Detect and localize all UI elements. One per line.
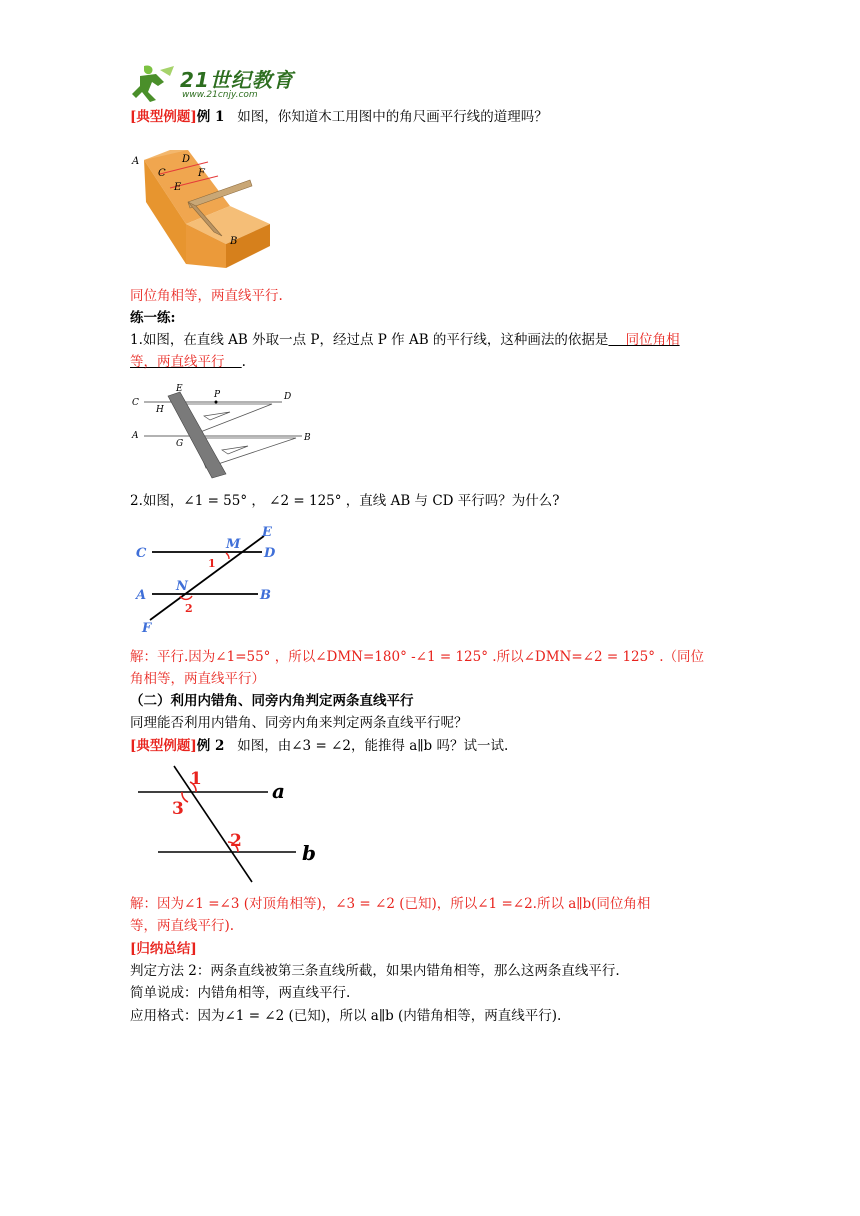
example2-tag: [典型例题]: [130, 738, 197, 754]
logo-runner-icon: [130, 62, 184, 106]
example1-tag: [典型例题]: [130, 109, 197, 125]
example1-answer: 同位角相等，两直线平行.: [130, 288, 283, 304]
logo: [130, 62, 300, 106]
fig-q2-angle-1: 1: [208, 557, 216, 570]
fig-e1-label-c: C: [158, 168, 166, 179]
practice-q2-answer-line2: 角相等，两直线平行）: [130, 671, 265, 687]
practice-q1-line1: [130, 331, 680, 349]
fig-ex2-angle-3: 3: [172, 799, 184, 819]
fig-q1-label-b: B: [304, 433, 311, 443]
practice-q1-text: 1.如图，在直线 AB 外取一点 P，经过点 P 作 AB 的平行线，这种画法的依据是: [130, 332, 609, 348]
fig-q1-label-e: E: [176, 384, 183, 394]
fig-ex2-angle-2: 2: [230, 831, 242, 851]
fig-e1-label-a: A: [132, 156, 140, 167]
parallel-lines-figure-q2: [130, 522, 290, 637]
example2-question-line: [130, 737, 508, 755]
fig-q2-label-n: N: [176, 579, 188, 594]
fig-q1-label-h: H: [156, 405, 164, 415]
example2-answer-line2: 等，两直线平行).: [130, 918, 235, 934]
example2-label: 例 2: [196, 738, 225, 754]
fig-e1-label-b: B: [230, 236, 238, 247]
practice-q1-blank-part1: 同位角相: [608, 332, 680, 348]
fig-q2-label-f: F: [142, 621, 152, 636]
fig-q2-label-d: D: [264, 546, 276, 561]
summary-line3: 应用格式：因为∠1 = ∠2 (已知)，所以 a∥b (内错角相等，两直线平行).: [130, 1008, 562, 1024]
fig-ex2-label-b: b: [302, 841, 316, 865]
section2-heading: （二）利用内错角、同旁内角判定两条直线平行: [130, 693, 414, 709]
example1-label: 例 1: [196, 109, 225, 125]
set-square-figure: [130, 382, 320, 482]
fig-q2-label-m: M: [226, 537, 241, 552]
practice-q2-answer-line1: 解：平行.因为∠1=55° ，所以∠DMN=180° -∠1 = 125° .所以∠DMN=∠2 = 125° .（同位: [130, 649, 705, 665]
practice-q1-blank-part2: 等，两直线平行: [130, 354, 242, 370]
fig-q1-label-a: A: [132, 431, 139, 441]
fig-e1-label-f: F: [198, 168, 205, 179]
fig-q1-label-c: C: [132, 398, 139, 408]
example1-question-line: [130, 108, 548, 126]
practice-heading: 练一练:: [130, 310, 176, 326]
fig-q1-label-p: P: [214, 390, 221, 400]
example1-question: 如图，你知道木工用图中的角尺画平行线的道理吗？: [237, 109, 548, 125]
fig-q1-label-d: D: [284, 392, 292, 402]
fig-q2-label-a: A: [136, 588, 147, 603]
example2-question: 如图，由∠3 = ∠2，能推得 a∥b 吗？试一试.: [237, 738, 509, 754]
fig-e1-label-e: E: [174, 182, 182, 193]
fig-ex2-label-a: a: [272, 779, 285, 803]
example2-answer-line1: 解：因为∠1 =∠3 (对顶角相等)，∠3 = ∠2 (已知)，所以∠1 =∠2.所以 a∥b(同位角相: [130, 896, 651, 912]
fig-q2-label-c: C: [136, 546, 147, 561]
summary-line1: 判定方法 2：两条直线被第三条直线所截，如果内错角相等，那么这两条直线平行.: [130, 963, 620, 979]
summary-tag: [归纳总结]: [130, 941, 197, 957]
parallel-lines-figure-ex2: [130, 762, 330, 887]
logo-brand: 21世纪教育: [180, 68, 294, 92]
section2-intro: 同理能否利用内错角、同旁内角来判定两条直线平行呢？: [130, 715, 468, 731]
carpenter-square-figure: [130, 146, 280, 271]
summary-line2: 简单说成：内错角相等，两直线平行.: [130, 985, 351, 1001]
fig-q1-label-g: G: [176, 439, 184, 449]
fig-q2-label-e: E: [262, 525, 272, 540]
logo-url: www.21cnjy.com: [182, 90, 258, 100]
fig-q2-angle-2: 2: [185, 602, 193, 615]
practice-q1-end: .: [241, 354, 246, 370]
practice-q1-line2: [130, 353, 246, 371]
fig-q2-label-b: B: [260, 588, 271, 603]
practice-q2-text: 2.如图，∠1 = 55° ， ∠2 = 125° ，直线 AB 与 CD 平行吗？为什么?: [130, 493, 560, 509]
fig-ex2-angle-1: 1: [190, 769, 202, 789]
fig-e1-label-d: D: [182, 154, 191, 165]
